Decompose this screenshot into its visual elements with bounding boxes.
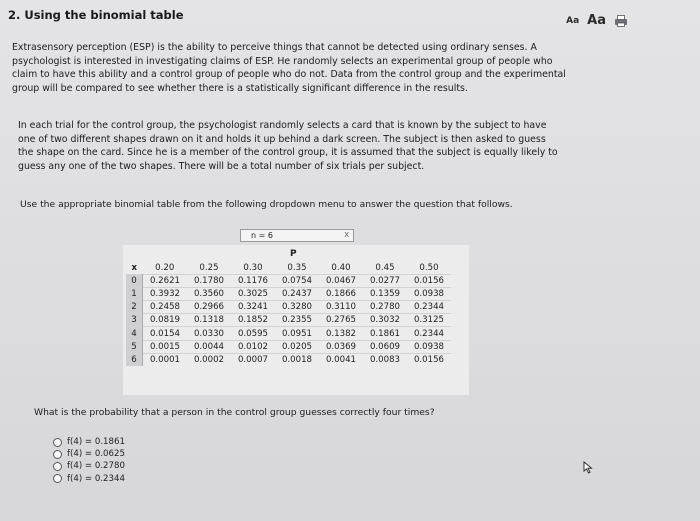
answer-option[interactable] — [53, 448, 125, 460]
radio-button[interactable] — [53, 438, 62, 447]
answer-option-label: f(4) = 0.0625 — [67, 449, 125, 460]
print-icon[interactable] — [614, 15, 628, 27]
probability-cell: 0.2458 — [143, 301, 188, 314]
probability-cell: 0.0044 — [187, 340, 231, 353]
probability-cell: 0.1382 — [319, 327, 363, 340]
font-size-controls — [566, 13, 628, 28]
p-value-header: 0.20 — [155, 263, 175, 274]
answer-options — [53, 436, 125, 485]
probability-cell: 0.1359 — [363, 288, 407, 301]
probability-cell: 0.1866 — [319, 288, 363, 301]
p-value-header: 0.30 — [243, 263, 263, 274]
probability-cell: 0.0018 — [275, 353, 319, 366]
probability-cell: 0.3032 — [363, 314, 407, 327]
p-value-header: 0.25 — [199, 263, 219, 274]
probability-cell: 0.2437 — [275, 288, 319, 301]
p-value-header: 0.40 — [331, 263, 351, 274]
x-value-cell: 2 — [126, 301, 143, 314]
x-value-cell: 6 — [126, 353, 143, 366]
radio-button[interactable] — [53, 474, 62, 483]
increase-font-button[interactable]: Aa — [587, 13, 606, 28]
probability-cell: 0.0754 — [275, 275, 319, 288]
table-row — [126, 340, 451, 353]
probability-cell: 0.2966 — [187, 301, 231, 314]
radio-button[interactable] — [53, 450, 62, 459]
x-value-cell: 3 — [126, 314, 143, 327]
dropdown-clear-icon[interactable]: X — [344, 231, 349, 239]
probability-cell: 0.1176 — [231, 275, 275, 288]
table-row — [126, 314, 451, 327]
probability-cell: 0.3280 — [275, 301, 319, 314]
probability-cell: 0.2621 — [143, 275, 188, 288]
probability-cell: 0.0595 — [231, 327, 275, 340]
probability-cell: 0.3110 — [319, 301, 363, 314]
table-row — [126, 275, 451, 288]
probability-cell: 0.2344 — [407, 301, 451, 314]
probability-cell: 0.0156 — [407, 275, 451, 288]
probability-cell: 0.2344 — [407, 327, 451, 340]
probability-cell: 0.3560 — [187, 288, 231, 301]
x-value-cell: 0 — [126, 275, 143, 288]
answer-option[interactable] — [53, 460, 125, 472]
probability-cell: 0.0015 — [143, 340, 188, 353]
probability-cell: 0.0083 — [363, 353, 407, 366]
binomial-table — [123, 245, 469, 395]
answer-option-label: f(4) = 0.1861 — [67, 437, 125, 448]
x-value-cell: 4 — [126, 327, 143, 340]
p-value-header: 0.50 — [419, 263, 439, 274]
probability-cell: 0.2765 — [319, 314, 363, 327]
probability-cell: 0.0154 — [143, 327, 188, 340]
answer-option[interactable] — [53, 473, 125, 485]
probability-cell: 0.0041 — [319, 353, 363, 366]
probability-cell: 0.1852 — [231, 314, 275, 327]
intro-paragraph-trials: In each trial for the control group, the psychologist randomly selects a card that is known by the subject to have one of two different shapes drawn on it and holds it up behind a dark screen. The subject is then asked to guess the shape on the card. Since he is a member of the control group, it is assumed that the subject is equally likely to guess any one of the two shapes. There will be a total number of six trials per subject. — [18, 120, 558, 172]
page-title: 2. Using the binomial table — [8, 8, 184, 22]
probability-cell: 0.0938 — [407, 340, 451, 353]
p-value-header: 0.35 — [287, 263, 307, 274]
answer-option-label: f(4) = 0.2780 — [67, 461, 125, 472]
probability-cell: 0.0938 — [407, 288, 451, 301]
table-row — [126, 327, 451, 340]
probability-cell: 0.1780 — [187, 275, 231, 288]
probability-cell: 0.0002 — [187, 353, 231, 366]
probability-cell: 0.3025 — [231, 288, 275, 301]
probability-cell: 0.0007 — [231, 353, 275, 366]
probability-cell: 0.3125 — [407, 314, 451, 327]
question-text: What is the probability that a person in the control group guesses correctly four times? — [34, 407, 435, 418]
probability-cell: 0.0001 — [143, 353, 188, 366]
table-header-row — [126, 262, 451, 275]
probability-cell: 0.0951 — [275, 327, 319, 340]
probability-cell: 0.0467 — [319, 275, 363, 288]
mouse-cursor-icon — [583, 459, 593, 472]
binomial-probability-table — [126, 262, 451, 366]
probability-cell: 0.0330 — [187, 327, 231, 340]
probability-cell: 0.1318 — [187, 314, 231, 327]
radio-button[interactable] — [53, 462, 62, 471]
probability-cell: 0.0277 — [363, 275, 407, 288]
probability-cell: 0.2355 — [275, 314, 319, 327]
probability-cell: 0.1861 — [363, 327, 407, 340]
probability-cell: 0.0156 — [407, 353, 451, 366]
x-value-cell: 5 — [126, 340, 143, 353]
probability-cell: 0.0205 — [275, 340, 319, 353]
probability-cell: 0.0609 — [363, 340, 407, 353]
probability-cell: 0.2780 — [363, 301, 407, 314]
intro-paragraph-esp: Extrasensory perception (ESP) is the ability to perceive things that cannot be detected using ordinary senses. A psychologist is interested in investigating claims of ESP. He randomly selects an experimental group of people who claim to have this ability and a control group of people who do not. Data from the control group and the experimental group will be compared to see whether there is a statistically significant difference in the results. — [12, 42, 566, 94]
instruction-text: Use the appropriate binomial table from the following dropdown menu to answer the question that follows. — [20, 199, 513, 210]
table-row — [126, 353, 451, 366]
probability-cell: 0.0369 — [319, 340, 363, 353]
probability-cell: 0.3932 — [143, 288, 188, 301]
probability-cell: 0.0819 — [143, 314, 188, 327]
dropdown-selected-value: n = 6 — [251, 231, 273, 240]
x-column-header: x — [131, 263, 138, 274]
table-row — [126, 288, 451, 301]
answer-option[interactable] — [53, 436, 125, 448]
decrease-font-button[interactable]: Aa — [566, 15, 580, 26]
x-value-cell: 1 — [126, 288, 143, 301]
table-row — [126, 301, 451, 314]
probability-cell: 0.0102 — [231, 340, 275, 353]
probability-cell: 0.3241 — [231, 301, 275, 314]
p-axis-label: P — [290, 249, 297, 259]
p-value-header: 0.45 — [375, 263, 395, 274]
binomial-table-dropdown[interactable] — [240, 229, 354, 242]
answer-option-label: f(4) = 0.2344 — [67, 473, 125, 484]
